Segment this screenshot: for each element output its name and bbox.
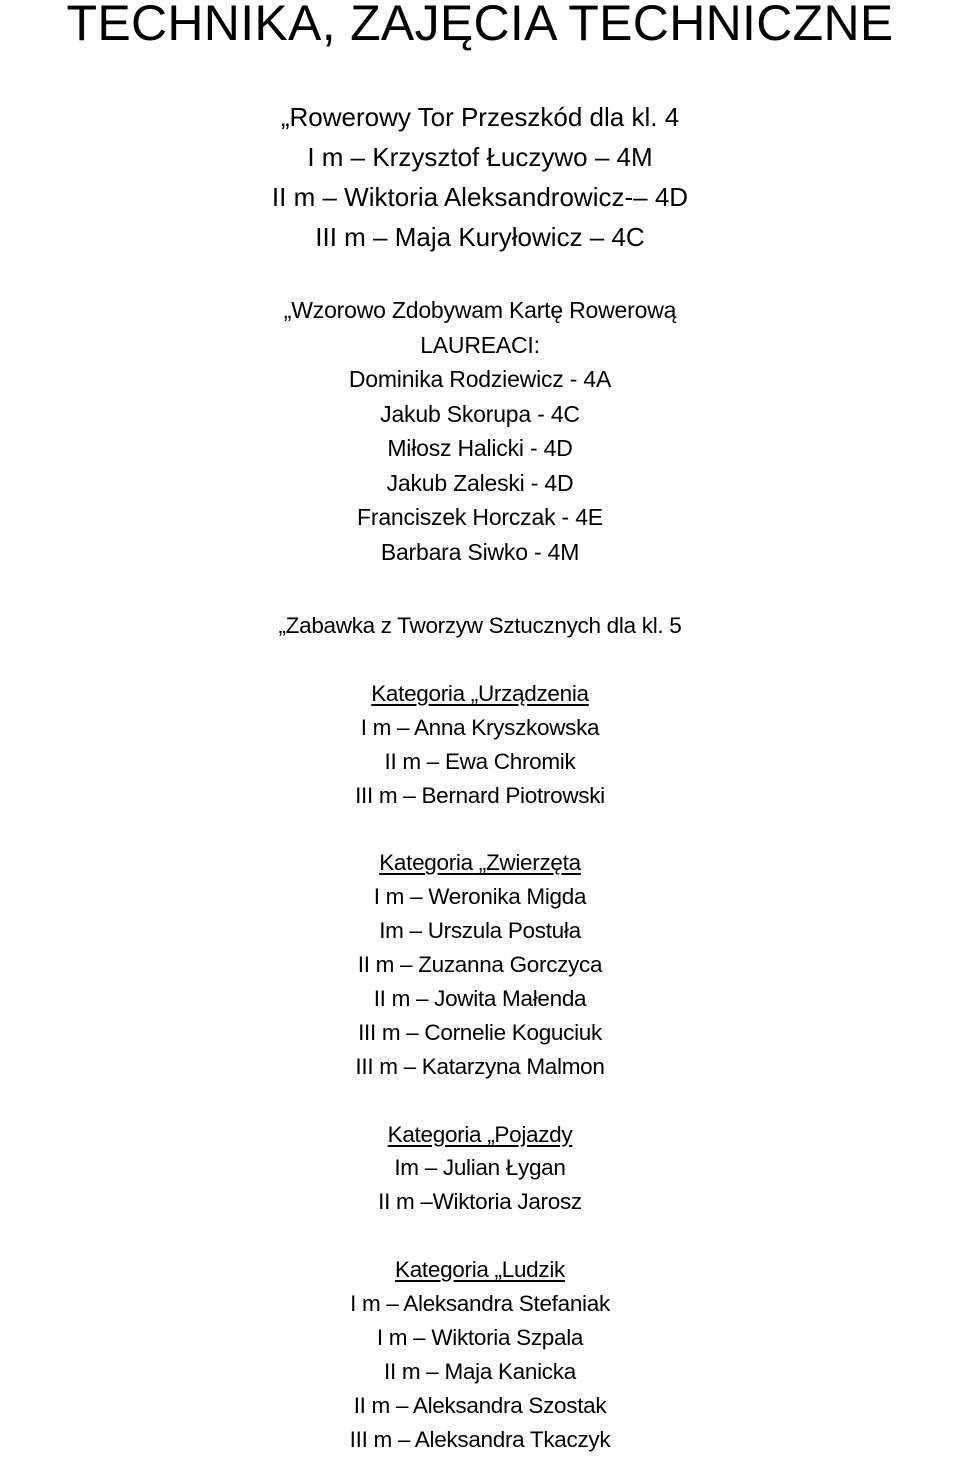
- bike-card-heading: „Wzorowo Zdobywam Kartę Rowerową: [283, 297, 677, 323]
- result-line: I m – Aleksandra Stefaniak: [350, 1291, 610, 1317]
- spacer: [0, 643, 960, 677]
- result-line: II m – Ewa Chromik: [384, 748, 576, 774]
- laureate-line: Franciszek Horczak - 4E: [357, 504, 603, 530]
- laureate-line: Dominika Rodziewicz - 4A: [348, 366, 612, 392]
- result-line: II m – Maja Kanicka: [384, 1358, 576, 1384]
- category-title-ludzik: Kategoria „Ludzik: [394, 1257, 565, 1283]
- result-line: III m – Cornelie Koguciuk: [358, 1019, 602, 1045]
- page-title: TECHNIKA, ZAJĘCIA TECHNICZNE: [66, 0, 894, 51]
- laureate-line: Jakub Zaleski - 4D: [386, 469, 574, 496]
- result-line: I m – Anna Kryszkowska: [360, 714, 600, 740]
- category-title-pojazdy: Kategoria „Pojazdy: [387, 1121, 573, 1147]
- laureate-line: Miłosz Halicki - 4D: [387, 435, 573, 461]
- laureate-line: Jakub Skorupa - 4C: [380, 400, 580, 427]
- result-line: III m – Maja Kuryłowicz – 4C: [315, 222, 645, 252]
- result-line: III m – Katarzyna Malmon: [355, 1053, 605, 1079]
- bike-track-heading: „Rowerowy Tor Przeszkód dla kl. 4: [280, 102, 680, 132]
- bike-card-section: [0, 293, 960, 569]
- result-line: Im – Urszula Postuła: [379, 918, 581, 944]
- result-line: III m – Bernard Piotrowski: [355, 782, 605, 808]
- result-line: Im – Julian Łygan: [394, 1155, 566, 1181]
- spacer: [0, 812, 960, 846]
- result-line: I m – Wiktoria Szpala: [376, 1324, 584, 1350]
- plastic-toy-section: [0, 609, 960, 1457]
- plastic-toy-heading: „Zabawka z Tworzyw Sztucznych dla kl. 5: [278, 613, 682, 638]
- bike-track-section: [0, 97, 960, 257]
- result-line: II m – Wiktoria Aleksandrowicz-– 4D: [271, 182, 689, 212]
- result-line: I m – Krzysztof Łuczywo – 4M: [307, 142, 653, 172]
- spacer: [0, 1219, 960, 1253]
- result-line: I m – Weronika Migda: [373, 884, 587, 910]
- category-title-zwierzeta: Kategoria „Zwierzęta: [379, 850, 581, 876]
- result-line: II m – Jowita Małenda: [373, 985, 587, 1011]
- result-line: II m –Wiktoria Jarosz: [378, 1189, 582, 1215]
- result-line: II m – Zuzanna Gorczyca: [357, 952, 603, 978]
- result-line: II m – Aleksandra Szostak: [353, 1392, 607, 1418]
- laureate-line: Barbara Siwko - 4M: [380, 538, 580, 565]
- spacer: [0, 1084, 960, 1118]
- laureates-label: LAUREACI:: [420, 331, 540, 358]
- result-line: III m – Aleksandra Tkaczyk: [349, 1426, 611, 1452]
- category-title-urzadzenia: Kategoria „Urządzenia: [371, 680, 589, 706]
